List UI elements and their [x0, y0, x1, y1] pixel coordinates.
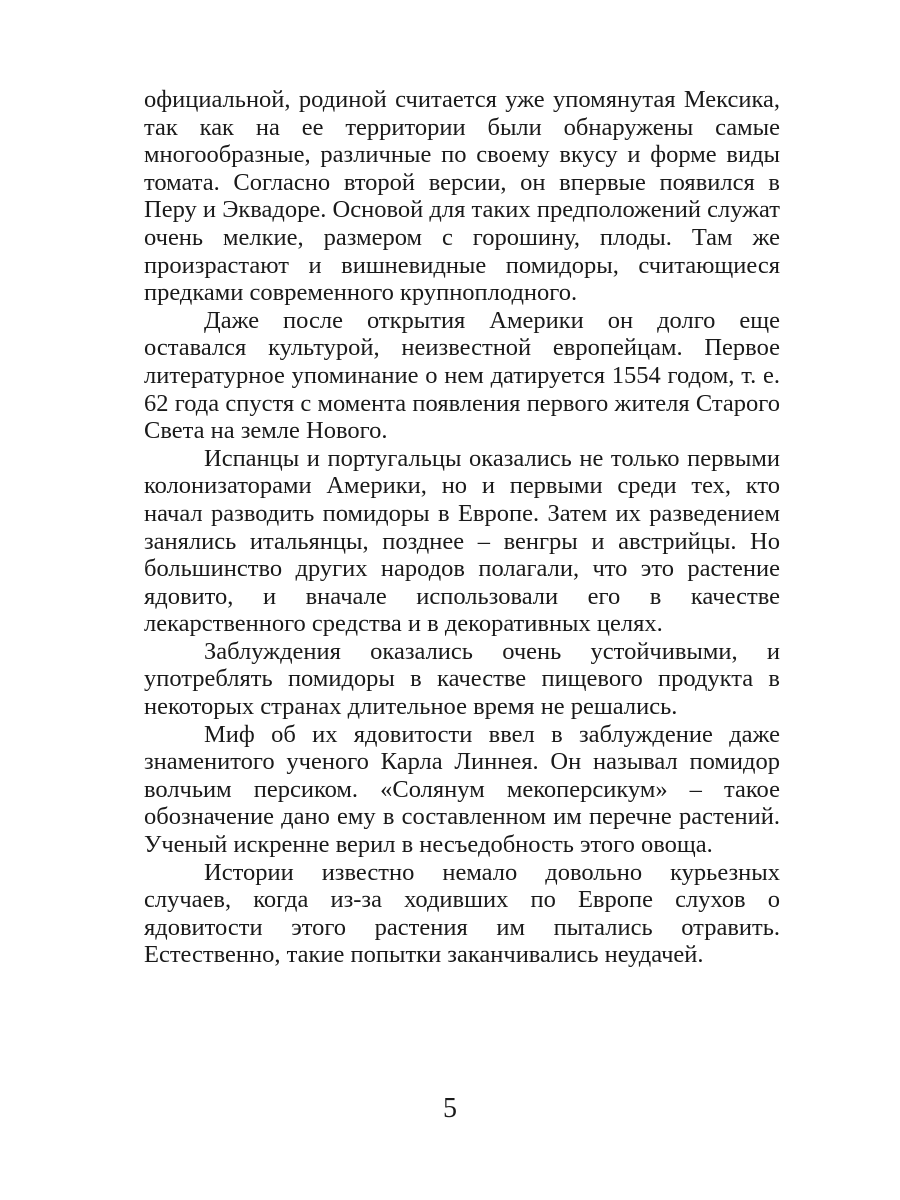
paragraph-continued: официальной, родиной считается уже упомянутая Мексика, так как на ее территории были обнаружены самые многообразные, различные по своему вкусу и форме виды томата. Согласно второй версии, он впервые появился в Перу и Эквадоре. Основой для таких предположений служат очень мелкие, размером с горошину, плоды. Там же произрастают и вишневидные помидоры, считающиеся предками современного крупноплодного.: [144, 86, 780, 307]
page-number: 5: [443, 1093, 457, 1124]
paragraph: Миф об их ядовитости ввел в заблуждение даже знаменитого ученого Карла Линнея. Он называл помидор волчьим персиком. «Солянум мекоперсикум» – такое обозначение дано ему в составленном им перечне растений. Ученый искренне верил в несъедобность этого овоща.: [144, 720, 780, 859]
paragraph: Заблуждения оказались очень устойчивыми, и употреблять помидоры в качестве пищевого продукта в некоторых странах длительное время не решались.: [144, 637, 780, 721]
body-text: [144, 86, 780, 969]
paragraph: Испанцы и португальцы оказались не только первыми колонизаторами Америки, но и первыми среди тех, кто начал разводить помидоры в Европе. Затем их разведением занялись итальянцы, позднее – венгры и австрийцы. Но большинство других народов полагали, что это растение ядовито, и вначале использовали его в качестве лекарственного средства и в декоративных целях.: [144, 444, 780, 638]
paragraph: Даже после открытия Америки он долго еще оставался культурой, неизвестной европейцам. Первое литературное упоминание о нем датируется 1554 годом, т. е. 62 года спустя с момента появления первого жителя Старого Света на земле Нового.: [144, 306, 780, 445]
paragraph: Истории известно немало довольно курьезных случаев, когда из-за ходивших по Европе слухов о ядовитости этого растения им пытались отравить. Естественно, такие попытки заканчивались неудачей.: [144, 858, 780, 969]
